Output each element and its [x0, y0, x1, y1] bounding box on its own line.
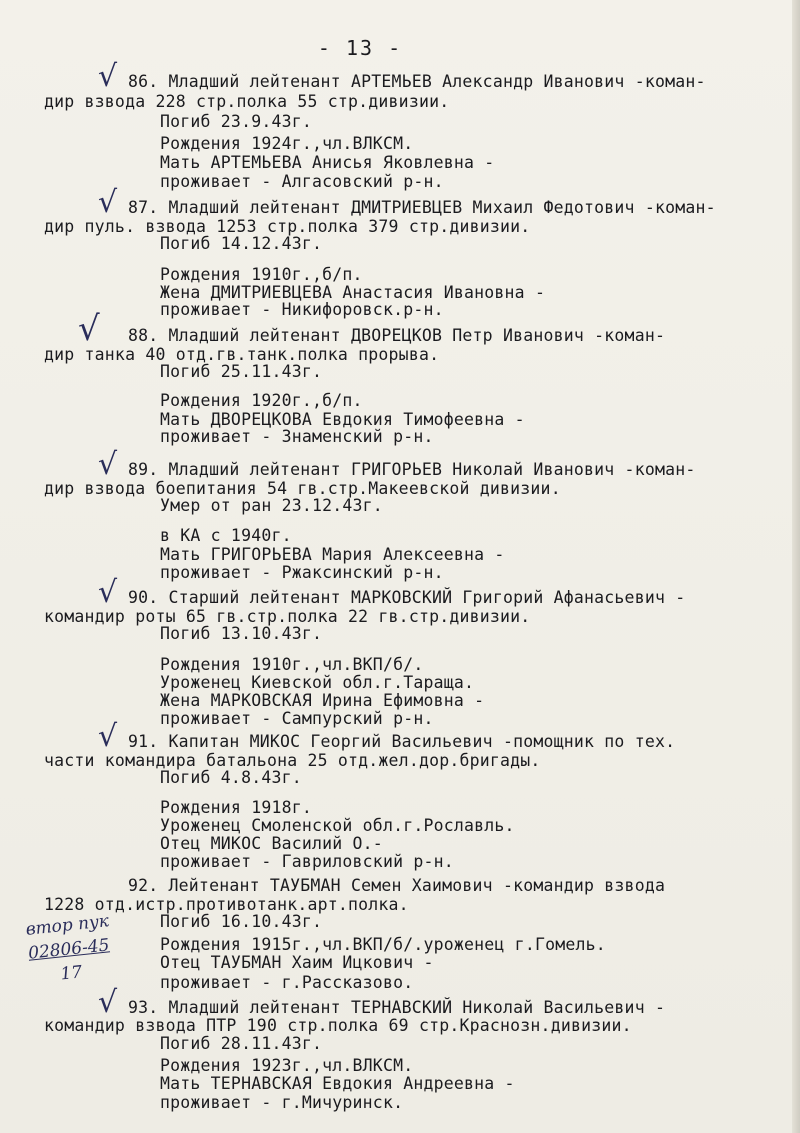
check-mark: √ — [78, 309, 100, 349]
entry-line: 93. Младший лейтенант ТЕРНАВСКИЙ Николай Васильевич - — [128, 998, 666, 1017]
entry-line: 86. Младший лейтенант АРТЕМЬЕВ Александр Иванович -коман- — [128, 72, 706, 91]
check-mark: √ — [98, 575, 118, 610]
entry-line: 91. Капитан МИКОС Георгий Васильевич -помощник по тех. — [128, 732, 676, 751]
check-mark: √ — [98, 447, 118, 482]
entry-line: Рождения 1918г. — [160, 798, 313, 817]
entry-line: 88. Младший лейтенант ДВОРЕЦКОВ Петр Иванович -коман- — [128, 326, 666, 345]
check-mark: √ — [98, 59, 118, 94]
entry-line: Рождения 1923г.,чл.ВЛКСМ. — [160, 1056, 414, 1075]
entry-line: проживает - Знаменский р-н. — [160, 427, 434, 446]
entry-line: 90. Старший лейтенант МАРКОВСКИЙ Григорий Афанасьевич - — [128, 588, 686, 607]
entry-line: Погиб 14.12.43г. — [160, 234, 323, 253]
entry-line: проживает - Гавриловский р-н. — [160, 852, 454, 871]
entry-line: Рождения 1920г.,б/п. — [160, 391, 363, 410]
entry-line: дир взвода боепитания 54 гв.стр.Макеевской дивизии. — [44, 479, 561, 498]
entry-line: дир пуль. взвода 1253 стр.полка 379 стр.дивизии. — [44, 217, 531, 236]
entry-line: 92. Лейтенант ТАУБМАН Семен Хаимович -командир взвода — [128, 876, 666, 895]
entry-line: проживает - Алгасовский р-н. — [160, 172, 444, 191]
entry-line: Уроженец Смоленской обл.г.Рославль. — [160, 816, 515, 835]
entry-line: проживает - Ржаксинский р-н. — [160, 563, 444, 582]
page-binding-edge — [792, 0, 800, 1133]
entry-line: Рождения 1910г.,б/п. — [160, 265, 363, 284]
entry-line: проживает - Сампурский р-н. — [160, 709, 434, 728]
entry-line: Погиб 23.9.43г. — [160, 112, 313, 131]
entry-line: Погиб 13.10.43г. — [160, 624, 323, 643]
entry-line: Рождения 1910г.,чл.ВКП/б/. — [160, 655, 424, 674]
entry-line: Мать АРТЕМЬЕВА Анисья Яковлевна - — [160, 153, 495, 172]
entry-line: Отец ТАУБМАН Хаим Ицкович - — [160, 953, 434, 972]
entry-line: части командира батальона 25 отд.жел.дор.бригады. — [44, 751, 541, 770]
entry-line: Погиб 4.8.43г. — [160, 768, 302, 787]
entry-line: Жена ДМИТРИЕВЦЕВА Анастасия Ивановна - — [160, 283, 546, 302]
entry-line: командир роты 65 гв.стр.полка 22 гв.стр.дивизии. — [44, 607, 531, 626]
entry-line: Уроженец Киевской обл.г.Таращa. — [160, 673, 475, 692]
entry-line: в КА с 1940г. — [160, 526, 292, 545]
entry-line: Мать ДВОРЕЦКОВА Евдокия Тимофеевна - — [160, 410, 525, 429]
handwritten-margin-note — [25, 906, 142, 989]
entry-line: Рождения 1915г.,чл.ВКП/б/.уроженец г.Гомель. — [160, 935, 606, 954]
entry-line: Рождения 1924г.,чл.ВЛКСМ. — [160, 134, 414, 153]
margin-note-line: 17 — [59, 962, 84, 985]
entry-line: Погиб 16.10.43г. — [160, 912, 323, 931]
entry-line: проживает - г.Мичуринск. — [160, 1093, 404, 1112]
entry-line: дир взвода 228 стр.полка 55 стр.дивизии. — [44, 92, 450, 111]
entry-line: Мать ТЕРНАВСКАЯ Евдокия Андреевна - — [160, 1074, 515, 1093]
entry-line: Погиб 25.11.43г. — [160, 362, 323, 381]
entry-line: проживает - Никифоровск.р-н. — [160, 300, 444, 319]
margin-note-line: втор пук — [24, 911, 110, 940]
entry-line: Мать ГРИГОРЬЕВА Мария Алексеевна - — [160, 545, 505, 564]
entry-line: командир взвода ПТР 190 стр.полка 69 стр.Краснозн.дивизии. — [44, 1016, 632, 1035]
check-mark: √ — [98, 185, 118, 220]
entry-line: Отец МИКОС Василий О.- — [160, 834, 383, 853]
entry-line: проживает - г.Рассказово. — [160, 973, 414, 992]
entry-line: дир танка 40 отд.гв.танк.полка прорыва. — [44, 345, 440, 364]
entry-line: Умер от ран 23.12.43г. — [160, 496, 383, 515]
entry-line: Погиб 28.11.43г. — [160, 1034, 323, 1053]
margin-note-line: 02806-45 — [27, 935, 111, 964]
entry-line: 1228 отд.истр.противотанк.арт.полка. — [44, 895, 409, 914]
entry-line: Жена МАРКОВСКАЯ Ирина Ефимовна - — [160, 691, 485, 710]
entry-line: 89. Младший лейтенант ГРИГОРЬЕВ Николай Иванович -коман- — [128, 460, 696, 479]
check-mark: √ — [98, 985, 118, 1020]
page-number: - 13 - — [317, 36, 403, 60]
entry-line: 87. Младший лейтенант ДМИТРИЕВЦЕВ Михаил Федотович -коман- — [128, 198, 716, 217]
check-mark: √ — [98, 719, 118, 754]
